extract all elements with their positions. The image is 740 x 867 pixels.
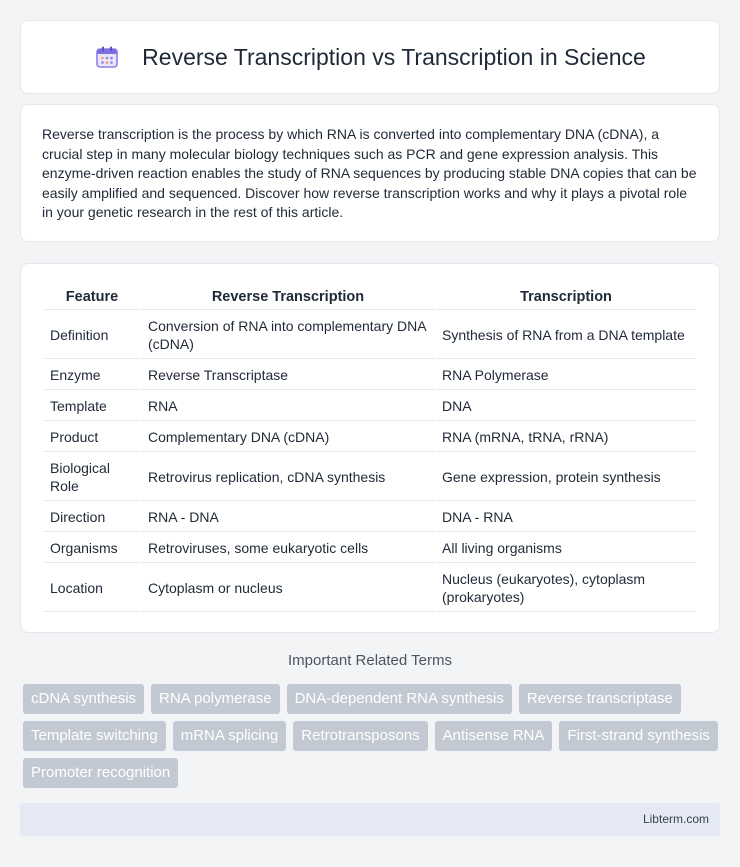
transcription-cell: Synthesis of RNA from a DNA template: [436, 312, 696, 359]
transcription-cell: RNA Polymerase: [436, 361, 696, 390]
reverse-transcription-cell: Retroviruses, some eukaryotic cells: [142, 534, 434, 563]
table-row: [44, 565, 696, 612]
table-row: [44, 361, 696, 390]
transcription-cell: RNA (mRNA, tRNA, rRNA): [436, 423, 696, 452]
related-term-tag[interactable]: Retrotransposons: [293, 721, 427, 751]
table-row: [44, 392, 696, 421]
intro-card: [20, 104, 720, 242]
footer-site-link[interactable]: Libterm.com: [642, 812, 709, 826]
page-title: Reverse Transcription vs Transcription in Science: [142, 43, 646, 70]
related-term-tag[interactable]: Template switching: [23, 721, 166, 751]
transcription-cell: DNA: [436, 392, 696, 421]
comparison-table-card: [20, 263, 720, 633]
reverse-transcription-cell: Retrovirus replication, cDNA synthesis: [142, 454, 434, 501]
comparison-table: [42, 284, 698, 614]
reverse-transcription-cell: Reverse Transcriptase: [142, 361, 434, 390]
feature-cell: Template: [44, 392, 140, 421]
feature-cell: Biological Role: [44, 454, 140, 501]
reverse-transcription-cell: RNA: [142, 392, 434, 421]
transcription-cell: Gene expression, protein synthesis: [436, 454, 696, 501]
transcription-cell: DNA - RNA: [436, 503, 696, 532]
title-card: [20, 20, 720, 94]
table-row: [44, 423, 696, 452]
related-terms-heading: Important Related Terms: [288, 652, 452, 669]
header-reverse-transcription: Reverse Transcription: [142, 286, 434, 310]
feature-cell: Organisms: [44, 534, 140, 563]
calendar-icon: [94, 44, 120, 70]
header-transcription: Transcription: [436, 286, 696, 310]
feature-cell: Direction: [44, 503, 140, 532]
footer: [20, 803, 720, 836]
feature-cell: Enzyme: [44, 361, 140, 390]
feature-cell: Definition: [44, 312, 140, 359]
header-feature: Feature: [44, 286, 140, 310]
table-row: [44, 312, 696, 359]
intro-text: Reverse transcription is the process by which RNA is converted into complementary DNA (cDNA), a crucial step in many molecular biology techniques such as PCR and gene expression analysis. This enzyme-driven reaction enables the study of RNA sequences by producing stable DNA copies that can be easily amplified and sequenced. Discover how reverse transcription works and why it plays a pivotal role in your genetic research in the rest of this article.: [42, 126, 697, 220]
related-term-tag[interactable]: Reverse transcriptase: [519, 684, 681, 714]
related-term-tag[interactable]: Promoter recognition: [23, 758, 178, 788]
table-row: [44, 454, 696, 501]
reverse-transcription-cell: RNA - DNA: [142, 503, 434, 532]
related-term-tag[interactable]: cDNA synthesis: [23, 684, 144, 714]
table-header-row: [44, 286, 696, 310]
related-terms-list: [23, 684, 723, 788]
transcription-cell: All living organisms: [436, 534, 696, 563]
related-term-tag[interactable]: First-strand synthesis: [559, 721, 718, 751]
feature-cell: Product: [44, 423, 140, 452]
table-row: [44, 503, 696, 532]
reverse-transcription-cell: Cytoplasm or nucleus: [142, 565, 434, 612]
table-row: [44, 534, 696, 563]
related-term-tag[interactable]: DNA-dependent RNA synthesis: [287, 684, 512, 714]
related-term-tag[interactable]: Antisense RNA: [435, 721, 553, 751]
feature-cell: Location: [44, 565, 140, 612]
related-term-tag[interactable]: mRNA splicing: [173, 721, 287, 751]
reverse-transcription-cell: Complementary DNA (cDNA): [142, 423, 434, 452]
related-term-tag[interactable]: RNA polymerase: [151, 684, 280, 714]
transcription-cell: Nucleus (eukaryotes), cytoplasm (prokaryotes): [436, 565, 696, 612]
reverse-transcription-cell: Conversion of RNA into complementary DNA (cDNA): [142, 312, 434, 359]
